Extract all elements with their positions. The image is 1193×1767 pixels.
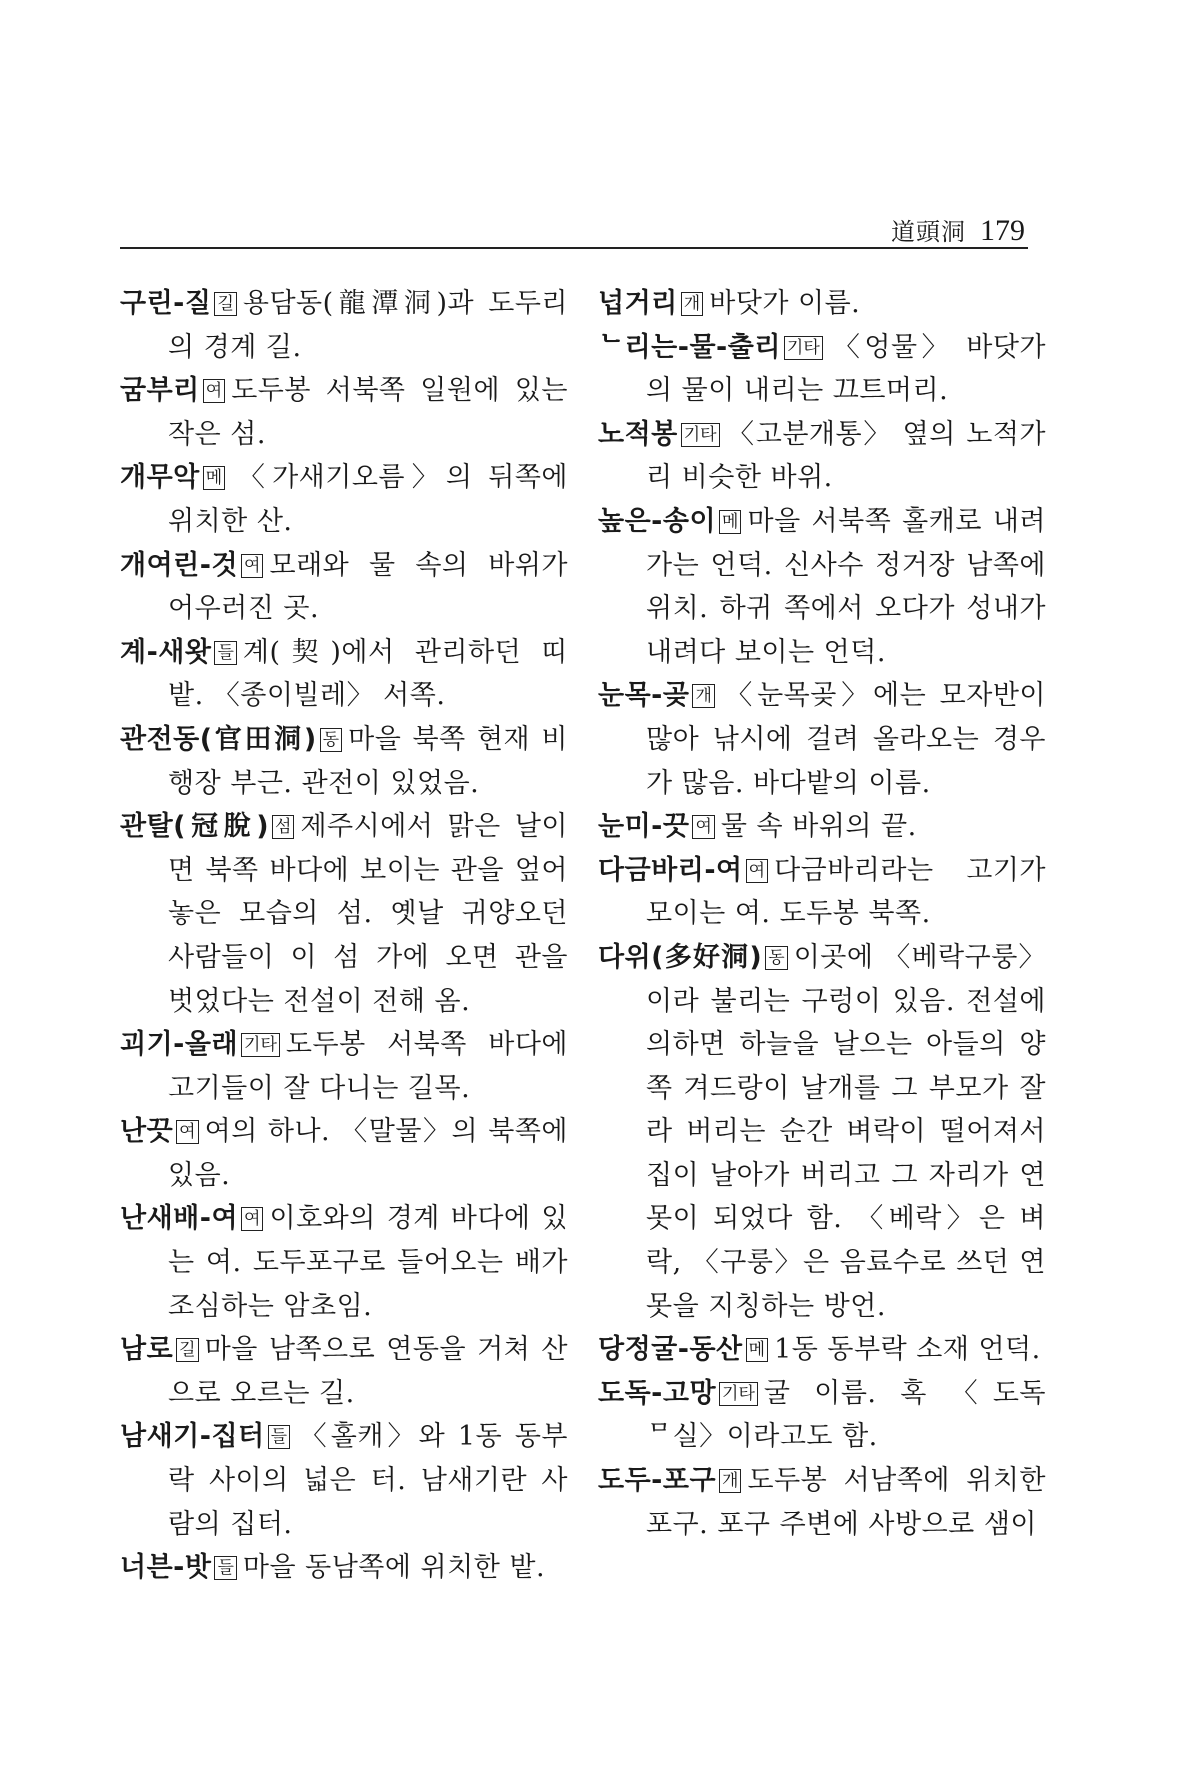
dictionary-entry xyxy=(120,805,568,1023)
category-tag: 길 xyxy=(176,1338,198,1362)
entry-definition: 이호와의 경계 바다에 있는 여. 도두포구로 들어오는 배가 조심하는 암초임. xyxy=(168,1203,568,1322)
category-tag: 메 xyxy=(203,466,225,490)
category-tag: 여 xyxy=(241,1207,263,1231)
dictionary-entry xyxy=(120,1023,568,1110)
entry-headword: 관탈(冠脫) xyxy=(120,811,270,843)
category-tag: 여 xyxy=(746,859,768,883)
entry-definition: 용담동(龍潭洞)과 도두리의 경계 길. xyxy=(168,288,568,363)
category-tag: 들 xyxy=(214,641,236,665)
entry-definition: 마을 서북쪽 홀캐로 내려가는 언덕. 신사수 정거장 남쪽에 위치. 하귀 쪽에서 오다가 성내가 내려다 보이는 언덕. xyxy=(646,505,1046,668)
dictionary-entry xyxy=(598,1328,1046,1372)
dictionary-entry xyxy=(598,282,1046,326)
entry-headword: 개무악 xyxy=(120,462,200,494)
entry-definition: 도두봉 서북쪽 일원에 있는 작은 섬. xyxy=(168,375,568,450)
entry-headword: 도독-고망 xyxy=(598,1377,717,1409)
dictionary-entry xyxy=(120,456,568,543)
entry-definition: 〈눈목곶〉에는 모자반이 많아 낚시에 걸려 올라오는 경우가 많음. 바다밭의 이름. xyxy=(646,680,1046,799)
dictionary-entry xyxy=(120,1546,568,1590)
category-tag: 여 xyxy=(692,815,714,839)
entry-headword: 도두-포구 xyxy=(598,1465,717,1497)
dictionary-entry xyxy=(120,1110,568,1197)
entry-headword: 남로 xyxy=(120,1334,174,1366)
dictionary-entry xyxy=(598,936,1046,1328)
entry-headword: 관전동(官田洞) xyxy=(120,723,317,755)
dictionary-entry xyxy=(120,1328,568,1415)
entry-definition: 도두봉 서북쪽 바다에 고기들이 잘 다니는 길목. xyxy=(168,1029,568,1104)
left-column xyxy=(120,282,568,1590)
entry-definition: 제주시에서 맑은 날이면 북쪽 바다에 보이는 관을 엎어 놓은 모습의 섬. 옛날 귀양오던 사람들이 이 섬 가에 오면 관을 벗었다는 전설이 전해 옴. xyxy=(168,811,568,1017)
running-head xyxy=(891,212,1025,248)
category-tag: 섬 xyxy=(272,815,294,839)
entry-headword: ᄂ리는-물-출리 xyxy=(598,331,781,363)
category-tag: 여 xyxy=(203,379,225,403)
dictionary-entry xyxy=(598,674,1046,805)
entry-definition: 마을 남쪽으로 연동을 거쳐 산으로 오르는 길. xyxy=(168,1334,568,1409)
dictionary-entry xyxy=(120,718,568,805)
entry-definition: 다금바리라는 고기가 모이는 여. 도두봉 북쪽. xyxy=(646,854,1046,930)
dictionary-entry xyxy=(120,544,568,631)
category-tag: 개 xyxy=(719,1469,741,1493)
category-tag: 기타 xyxy=(784,336,823,360)
category-tag: 길 xyxy=(214,292,236,316)
dictionary-entry xyxy=(598,805,1046,849)
dictionary-entry xyxy=(120,1415,568,1546)
category-tag: 개 xyxy=(692,684,714,708)
entry-headword: 너븐-밧 xyxy=(120,1552,212,1584)
dictionary-entry xyxy=(598,849,1046,936)
entry-headword: 개여린-것 xyxy=(120,549,239,581)
entry-headword: 넙거리 xyxy=(598,288,678,319)
entry-headword: 높은-송이 xyxy=(598,505,717,537)
right-column xyxy=(598,282,1046,1546)
entry-headword: 눈목-곶 xyxy=(598,680,690,712)
entry-headword: 당정굴-동산 xyxy=(598,1334,743,1366)
entry-headword: 다금바리-여 xyxy=(598,854,743,886)
dictionary-entry xyxy=(598,1372,1046,1459)
entry-headword: 구린-질 xyxy=(120,288,212,319)
entry-definition: 마을 북쪽 현재 비행장 부근. 관전이 있었음. xyxy=(168,723,568,799)
category-tag: 기타 xyxy=(681,423,720,447)
section-title: 道頭洞 xyxy=(891,218,966,246)
entry-definition: 모래와 물 속의 바위가 어우러진 곳. xyxy=(168,549,568,625)
category-tag: 여 xyxy=(176,1120,198,1144)
entry-definition: 도두봉 서남쪽에 위치한 포구. 포구 주변에 사방으로 샘이 xyxy=(646,1465,1046,1540)
entry-definition: 바닷가 이름. xyxy=(709,288,861,319)
page-number: 179 xyxy=(980,214,1025,247)
entry-definition: 〈엉물〉 바닷가의 물이 내리는 끄트머리. xyxy=(646,331,1046,407)
entry-headword: 굼부리 xyxy=(120,375,200,407)
entry-definition: 1동 동부락 소재 언덕. xyxy=(774,1334,1041,1366)
entry-headword: 난끗 xyxy=(120,1116,174,1148)
dictionary-entry xyxy=(598,1459,1046,1546)
category-tag: 개 xyxy=(681,292,703,316)
dictionary-entry xyxy=(598,413,1046,500)
header-rule xyxy=(120,247,1028,249)
category-tag: 메 xyxy=(746,1338,768,1362)
entry-headword: 남새기-집터 xyxy=(120,1421,265,1453)
dictionary-entry xyxy=(120,1197,568,1328)
dictionary-entry xyxy=(120,282,568,369)
entry-headword: 괴기-올래 xyxy=(120,1029,239,1061)
entry-definition: 계(契)에서 관리하던 띠 밭. 〈종이빌레〉 서쪽. xyxy=(168,636,568,712)
category-tag: 기타 xyxy=(719,1382,758,1406)
entry-headword: 다위(多好洞) xyxy=(598,941,763,973)
entry-definition: 물 속 바위의 끝. xyxy=(720,811,917,843)
category-tag: 들 xyxy=(268,1425,290,1449)
category-tag: 동 xyxy=(765,946,787,970)
category-tag: 기타 xyxy=(241,1033,280,1057)
category-tag: 들 xyxy=(214,1556,236,1580)
dictionary-entry xyxy=(598,500,1046,674)
entry-definition: 〈고분개통〉 옆의 노적가리 비슷한 바위. xyxy=(646,418,1046,494)
entry-definition: 〈가새기오름〉의 뒤쪽에 위치한 산. xyxy=(168,462,568,537)
category-tag: 메 xyxy=(719,510,741,534)
entry-headword: 난새배-여 xyxy=(120,1203,239,1235)
entry-definition: 여의 하나. 〈말물〉의 북쪽에 있음. xyxy=(168,1116,568,1191)
entry-definition: 마을 동남쪽에 위치한 밭. xyxy=(242,1552,546,1584)
entry-definition: 〈홀캐〉와 1동 동부락 사이의 넓은 터. 남새기란 사람의 집터. xyxy=(168,1421,568,1540)
entry-headword: 계-새왓 xyxy=(120,636,212,668)
category-tag: 여 xyxy=(241,554,263,578)
dictionary-entry xyxy=(598,326,1046,413)
dictionary-entry xyxy=(120,631,568,718)
dictionary-entry xyxy=(120,369,568,456)
entry-definition: 굴 이름. 혹 〈도독ᄆ실〉이라고도 함. xyxy=(646,1377,1046,1453)
entry-definition: 이곳에 〈베락구룽〉이라 불리는 구렁이 있음. 전설에 의하면 하늘을 날으는 아들의 양쪽 겨드랑이 날개를 그 부모가 잘라 버리는 순간 벼락이 떨어져서 집이 날아가 버리고 그 자리가 연못이 되었다 함. 〈베락〉은 벼락, 〈구룽〉은 음료수로 쓰던 연못을 지칭하는 방언. xyxy=(646,941,1047,1322)
entry-headword: 눈미-끗 xyxy=(598,811,690,843)
entry-headword: 노적봉 xyxy=(598,418,678,450)
category-tag: 동 xyxy=(320,728,342,752)
